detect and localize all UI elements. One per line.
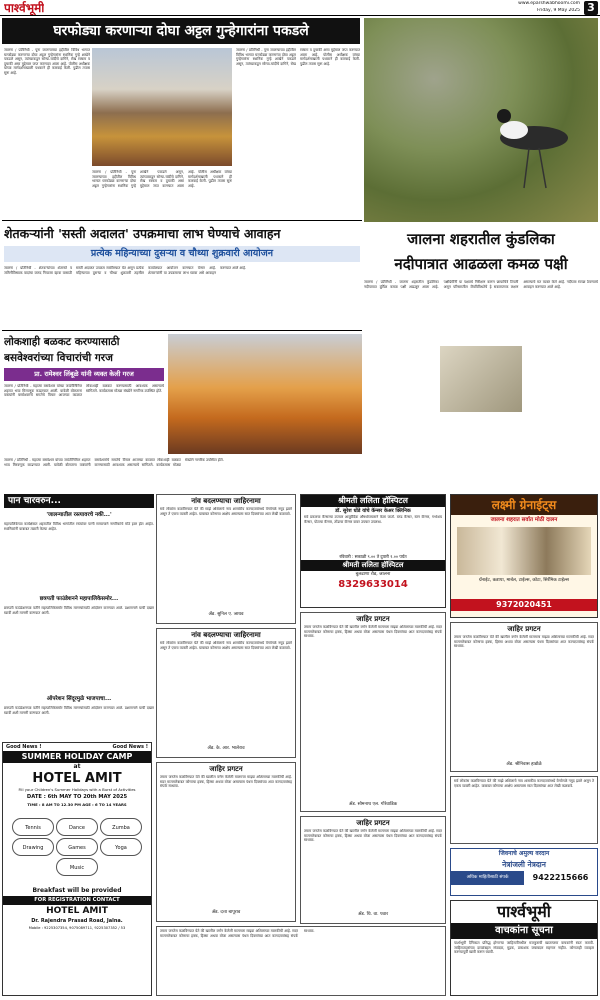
lead-body-2: जालना / प्रतिनिधी - पूना जालन्याच्या हद्दीतील विविध भागात घरफोड्या करणाऱ्या दोघा अट्टल गुन्हेगारांना स्थानिक गुन्हे शाखेने पकडले असून, त्यांच्याकडून सोन्या-चांदीचे दागिने, रोख रक्कम व दुचाकी असा मुद्देमाल जप्त करण्यात आला आहे. पोलीस अधीक्षक यांच्या मार्गदर्शनाखाली पथकाने ही कारवाई केली. पुढील तपास सुरू आहे. [92, 170, 232, 188]
public-notice-body-1: तमाम जनतेस कळविण्यात येते की खालील वर्णन केलेली मालमत्ता माझ्या अशिलाच्या मालकीची आहे. सदर मालमत्तेबाबत कोणाचा हक्क, हिस्सा अथवा बोजा असल्यास पंधरा दिवसांच्या आत कागदपत्रांसह संपर्क साधावा. [160, 775, 292, 789]
masthead-date: Friday, 9 May 2025 [537, 8, 580, 13]
police-photo [92, 48, 232, 166]
name-change-title-1: नांव बदलण्याचा जाहिरनामा [191, 497, 261, 505]
name-change-title-2: नांव बदलण्याचा जाहिरनामा [191, 631, 261, 639]
lakshmi-tagline: जालना शहरात सर्वात मोठी दालन [490, 517, 558, 523]
lakshmi-items: ग्रॅनाईट, कडप्पा, मार्बल, टाईल्स, कोटा, सिरॅमिक टाईल्स [479, 578, 569, 583]
bird-headline-2: नदीपात्रात आढळला कमळ पक्षी [394, 255, 568, 273]
activity-drawing: Drawing [12, 838, 54, 856]
netralay-title-2: नेत्रांजली नेत्रदान [502, 860, 546, 869]
paan-body1: महापालिकेच्या कार्यक्षेत्रात शहरातील विविध भागांतील रस्त्यांवर पाणी साचल्याने नागरिकांचे मोठे हाल होत आहेत. स्थानिकांनी याबाबत तक्रारी केल्या आहेत. [4, 522, 154, 531]
public-notice-3 [300, 816, 446, 924]
basav-headline-1: लोकशाही बळकट करण्यासाठी [4, 336, 120, 348]
readers-notice [450, 900, 598, 996]
public-notice-title-1: जाहिर प्रगटन [209, 765, 243, 773]
masthead-website: www.eparshwabhoomi.com [518, 1, 580, 6]
camp-dates: DATE : 6th MAY TO 20th MAY 2025 [26, 794, 128, 800]
paan-sub3: ऑपरेशन सिंदूरमुळे भाजपाचा... [46, 696, 112, 702]
advocate-4: ॲड. सोमनाथ एल. गोरेवाडिक [348, 802, 398, 807]
public-notice-1 [156, 762, 296, 922]
camp-line2: at [73, 763, 81, 770]
camp-address: Dr. Rajendra Prasad Road, Jalna. [31, 918, 123, 924]
name-change-body-1: सर्व लोकांस कळविण्यात येते की माझे अशिलाचे नाव शासकीय कागदपत्रांमध्ये वेगवेगळे नमूद झाले असून ते एकच व्यक्ती आहेत. याबाबत कोणाचा आक्षेप असल्यास सात दिवसांच्या आत लेखी कळवावे. [160, 507, 292, 516]
summer-camp-ad [2, 742, 152, 996]
public-notice-title-4: जाहिर प्रगटन [507, 625, 541, 633]
lalita-timing: रविवारी : सकाळी ९.०० ते दुपारी १.०० पर्यंत [339, 554, 407, 559]
paan-title: पान चारवरुन... [4, 494, 154, 508]
netralay-ad [450, 848, 598, 896]
netralay-phone: 9422215666 [532, 873, 589, 882]
advocate-1: ॲड. सुनिल ए. जाधव [208, 612, 244, 617]
public-notice-body-6: तमाम जनतेस कळविण्यात येते की खालील वर्णन केलेली मालमत्ता माझ्या अशिलाच्या मालकीची आहे. सदर मालमत्तेबाबत कोणाचा हक्क, हिस्सा अथवा बोजा असल्यास पंधरा दिवसांच्या आत कागदपत्रांसह संपर्क साधावा. [160, 929, 315, 938]
public-notice-body-5: सर्व लोकांस कळविण्यात येते की माझे अशिलाचे नाव शासकीय कागदपत्रांमध्ये वेगवेगळे नमूद झाले असून ते एकच व्यक्ती आहेत. याबाबत कोणाचा आक्षेप असल्यास सात दिवसांच्या आत लेखी कळवावे. [454, 779, 594, 788]
advocate-6: ॲड. श्रीनिवास हाडोळे [506, 762, 542, 767]
readers-body: पार्श्वभूमी दैनिकात प्रसिद्ध होणाऱ्या जाहिरातींमधील मजकुराची खातरजमा वाचकांनी स्वतः करावी. जाहिरातदारांच्या दाव्यांबद्दल संपादक, मुद्रक, प्रकाशक जबाबदार राहणार नाहीत. कोणताही व्यवहार करण्यापूर्वी खात्री करून घ्यावी. [454, 941, 594, 955]
public-notice-body-3: तमाम जनतेस कळविण्यात येते की खालील वर्णन केलेली मालमत्ता माझ्या अशिलाच्या मालकीची आहे. सदर मालमत्तेबाबत कोणाचा हक्क, हिस्सा अथवा बोजा असल्यास पंधरा दिवसांच्या आत कागदपत्रांसह संपर्क साधावा. [304, 829, 442, 843]
page-number: 3 [584, 1, 598, 15]
name-change-body-2: सर्व लोकांस कळविण्यात येते की माझे अशिलाचे नाव शासकीय कागदपत्रांमध्ये वेगवेगळे नमूद झाले असून ते एकच व्यक्ती आहेत. याबाबत कोणाचा आक्षेप असल्यास सात दिवसांच्या आत लेखी कळवावे. [160, 641, 292, 650]
granite-photo [457, 527, 591, 575]
public-notice-body-4: तमाम जनतेस कळविण्यात येते की खालील वर्णन केलेली मालमत्ता माझ्या अशिलाच्या मालकीची आहे. सदर मालमत्तेबाबत कोणाचा हक्क, हिस्सा अथवा बोजा असल्यास पंधरा दिवसांच्या आत कागदपत्रांसह संपर्क साधावा. [454, 635, 594, 649]
camp-breakfast: Breakfast will be provided [32, 887, 122, 894]
readers-subtitle: वाचकांना सूचना [451, 923, 597, 939]
lalita-phone: 8329633014 [338, 579, 408, 590]
basav-body: जालना / प्रतिनिधी - महात्मा बसवेश्वर यांच्या जयंतीनिमित्त शहरात भव्य मिरवणूक काढण्यात आली. यावेळी बोलताना वक्त्यांनी बसवेश्वरांचे समतेचे विचार आजच्या काळात लोकशाही बळकट करण्यासाठी आवश्यक असल्याचे सांगितले. कार्यक्रमास मोठ्या संख्येने नागरिक उपस्थित होते. [4, 384, 164, 398]
masthead [0, 0, 600, 16]
bird-photo [364, 18, 598, 222]
public-notice-title-2: जाहिर प्रगटन [356, 615, 390, 623]
name-change-notice-2 [156, 628, 296, 758]
public-notice-5 [450, 776, 598, 844]
public-notice-6 [156, 926, 446, 996]
paan-body2: छत्रपती फाउंडेशनच्या वतीने महापालिकेसमोर विविध मागण्यांसाठी आंदोलन करण्यात आले. प्रशासनाने याची दखल घ्यावी अशी मागणी करण्यात आली. [4, 606, 154, 615]
lalita-body: सर्व प्रकारचा कॅन्सरचा उपचार आयुर्वेदिक औषधोपचाराने केला जातो. ब्लड कॅन्सर, स्तन कॅन्सर, गर्भाशय कॅन्सर, पोटाचा कॅन्सर, तोंडाचा कॅन्सर यावर उपचार उपलब्ध. [304, 515, 442, 524]
lakshmi-granite-ad [450, 494, 598, 618]
bird-inset-photo [440, 346, 522, 412]
camp-contact-title: FOR REGISTRATION CONTACT [3, 896, 151, 905]
camp-activities [3, 808, 151, 886]
camp-tagline: Fill your Children's Summer Holidays with a Burst of Activities [18, 787, 136, 792]
netralay-title-1: जिवनाचे अमुल्य वरदान [498, 850, 550, 857]
advocate-5: ॲड. धि. वा. पवार [357, 912, 389, 917]
masthead-logo: पार्श्वभूमी [4, 1, 45, 15]
adalat-subheadline: प्रत्येक महिन्याच्या दुसऱ्या व चौथ्या शुक्रवारी आयोजन [4, 246, 360, 262]
public-notice-title-3: जाहिर प्रगटन [356, 819, 390, 827]
basav-body-2: जालना / प्रतिनिधी - महात्मा बसवेश्वर यांच्या जयंतीनिमित्त शहरात भव्य मिरवणूक काढण्यात आली. यावेळी बोलताना वक्त्यांनी बसवेश्वरांचे समतेचे विचार आजच्या काळात लोकशाही बळकट करण्यासाठी आवश्यक असल्याचे सांगितले. कार्यक्रमास मोठ्या संख्येने नागरिक उपस्थित होते. [4, 458, 224, 467]
camp-mobile: Mobile : 9225307354, 9075089711, 9225307352 / 53 [28, 926, 126, 930]
adalat-body: जालना / प्रतिनिधी - शेतकऱ्यांच्या शेतरस्ते व जमिनीविषयक वादांचा जलद निपटारा व्हावा यासाठी सस्ती अदालत उपक्रम राबविण्यात येत असून प्रत्येक महिन्याच्या दुसऱ्या व चौथ्या शुक्रवारी तहसील कार्यालयात आयोजन करण्यात येणार आहे. शेतकऱ्यांनी या उपक्रमाचा लाभ घ्यावा असे आवाहन करण्यात आले आहे. [4, 266, 247, 275]
lead-headline: घरफोड्या करणाऱ्या दोघा अट्टल गुन्हेगारांना पकडले [2, 18, 360, 44]
camp-line1: SUMMER HOLIDAY CAMP [3, 751, 151, 763]
basav-banner: प्रा. रामेश्वर लिंबूळे यांनी व्यक्त केली गरज [4, 368, 164, 381]
adalat-headline: शेतकऱ्यांनी 'सस्ती अदालत' उपक्रमाचा लाभ घेण्याचे आवाहन [4, 226, 281, 241]
netralay-contact-label: अधिक माहितीसाठी संपर्क [451, 871, 524, 885]
lead-body-3: जालना / प्रतिनिधी - पूना जालन्याच्या हद्दीतील विविध भागात घरफोड्या करणाऱ्या दोघा अट्टल गुन्हेगारांना स्थानिक गुन्हे शाखेने पकडले असून, त्यांच्याकडून सोन्या-चांदीचे दागिने, रोख रक्कम व दुचाकी असा मुद्देमाल जप्त करण्यात आला आहे. पोलीस अधीक्षक यांच्या मार्गदर्शनाखाली पथकाने ही कारवाई केली. पुढील तपास सुरू आहे. [236, 48, 360, 66]
camp-line3: HOTEL AMIT [32, 771, 122, 786]
lalita-name-2: श्रीमती ललिता हॉस्पिटल [301, 560, 445, 571]
good-news-1: Good News ! [6, 744, 42, 750]
public-notice-body-2: तमाम जनतेस कळविण्यात येते की खालील वर्णन केलेली मालमत्ता माझ्या अशिलाच्या मालकीची आहे. सदर मालमत्तेबाबत कोणाचा हक्क, हिस्सा अथवा बोजा असल्यास पंधरा दिवसांच्या आत कागदपत्रांसह संपर्क साधावा. [304, 625, 442, 639]
procession-photo [168, 334, 362, 454]
lead-body: जालना / प्रतिनिधी - पूना जालन्याच्या हद्दीतील विविध भागात घरफोड्या करणाऱ्या दोघा अट्टल गुन्हेगारांना स्थानिक गुन्हे शाखेने पकडले असून, त्यांच्याकडून सोन्या-चांदीचे दागिने, रोख रक्कम व दुचाकी असा मुद्देमाल जप्त करण्यात आला आहे. पोलीस अधीक्षक यांच्या मार्गदर्शनाखाली पथकाने ही कारवाई केली. पुढील तपास सुरू आहे. [4, 48, 90, 75]
activity-yoga: Yoga [100, 838, 142, 856]
activity-tennis: Tennis [12, 818, 54, 836]
lalita-address: बुलढाणा रोड, जालना [355, 572, 391, 577]
paan-body3: छत्रपती फाउंडेशनच्या वतीने महापालिकेसमोर विविध मागण्यांसाठी आंदोलन करण्यात आले. प्रशासनाने याची दखल घ्यावी अशी मागणी करण्यात आली. [4, 706, 154, 715]
activity-games: Games [56, 838, 98, 856]
paan-sub1: 'जालन्यातील रस्त्यावरचे नकी...' [46, 512, 112, 518]
activity-zumba: Zumba [100, 818, 142, 836]
good-news-2: Good News ! [112, 744, 148, 750]
advocate-3: ॲड. दत्ता बापूराव [211, 910, 241, 915]
lakshmi-phone: 9372020451 [451, 599, 597, 611]
bird-headline-1: जालना शहरातील कुंडलिका [407, 230, 555, 248]
camp-time: TIME : 8 AM TO 12.30 PM AGE : 6 TO 14 YEARS [27, 802, 127, 807]
lakshmi-title: लक्ष्मी ग्रेनाईट्स [451, 495, 597, 515]
lalita-hospital-ad [300, 494, 446, 608]
name-change-notice-1 [156, 494, 296, 624]
lalita-doctor: डॉ. सुरेश धोंडे यांचे कॅन्सर केअर क्लिनिक [335, 508, 411, 514]
readers-title: पार्श्वभूमी [497, 902, 551, 921]
public-notice-4 [450, 622, 598, 772]
paan-sub2: छत्रपती फाउंडेशनने महापालिकेसमोर... [39, 596, 119, 602]
camp-hotel: HOTEL AMIT [46, 906, 108, 916]
public-notice-2 [300, 612, 446, 812]
activity-music: Music [56, 858, 98, 876]
basav-headline-2: बसवेश्वरांच्या विचारांची गरज [4, 352, 113, 364]
activity-dance: Dance [56, 818, 98, 836]
lalita-title: श्रीमती ललिता हॉस्पिटल [301, 495, 445, 507]
bird-body: जालना / प्रतिनिधी - जालना शहरातील कुंडलिका नदीपात्रात दुर्मिळ कमळ पक्षी आढळून आला आहे. पक्षीप्रेमींनी या पक्ष्याचे निरीक्षण करून छायाचित्रे टिपली असून परिसरातील जैवविविधतेचे हे सकारात्मक लक्षण असल्याचे मत व्यक्त केले आहे. नदीपात्र स्वच्छ ठेवण्याचे आवाहन करण्यात आले आहे. [364, 280, 598, 289]
advocate-2: ॲड. के. आर. भालेराव [207, 746, 245, 751]
